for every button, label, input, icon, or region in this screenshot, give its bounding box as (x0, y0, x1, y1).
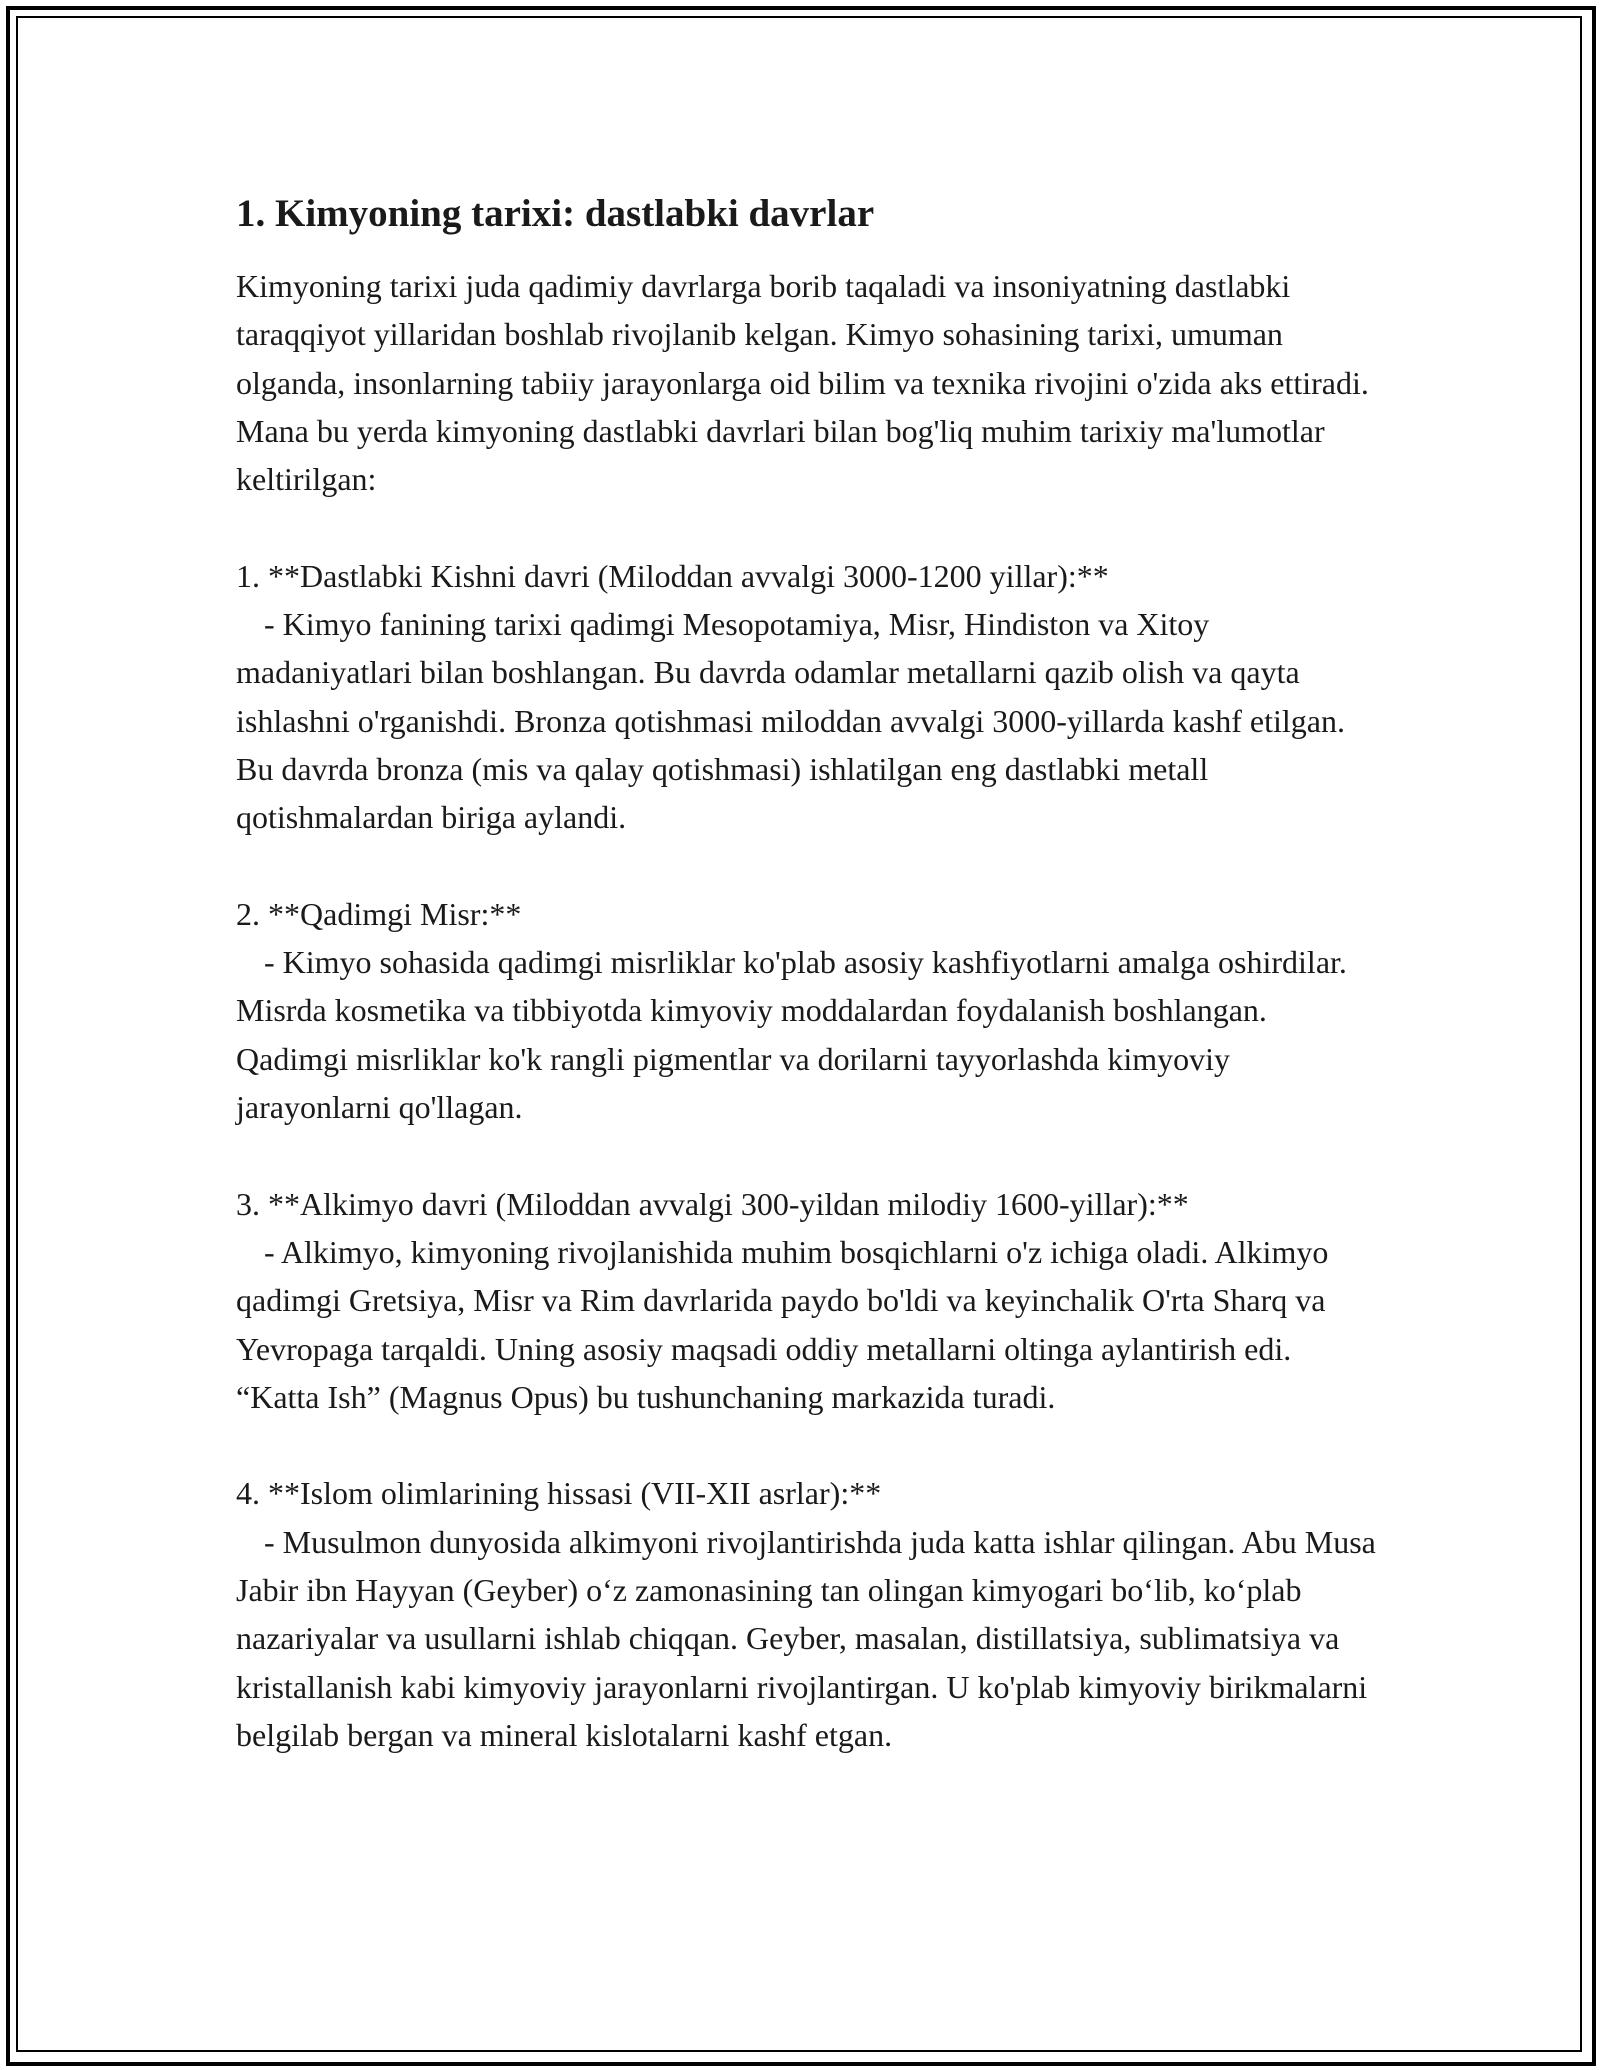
section-2 (236, 890, 1376, 1131)
intro-paragraph: Kimyoning tarixi juda qadimiy davrlarga borib taqaladi va insoniyatning dastlabki taraqqiyot yillaridan boshlab rivojlanib kelgan. Kimyo sohasining tarixi, umuman olganda, insonlarning tabiiy jarayonlarga oid bilim va texnika rivojini o'zida aks ettiradi. Mana bu yerda kimyoning dastlabki davrlari bilan bog'liq muhim tarixiy ma'lumotlar keltirilgan: (236, 268, 1369, 498)
section-title: 3. **Alkimyo davri (Miloddan avvalgi 300-yildan milodiy 1600-yillar):** (236, 1185, 1189, 1222)
section-body: - Kimyo sohasida qadimgi misrliklar ko'plab asosiy kashfiyotlarni amalga oshirdilar. Misrda kosmetika va tibbiyotda kimyoviy moddalardan foydalanish boshlangan. Qadimgi misrliklar ko'k rangli pigmentlar va dorilarni tayyorlashda kimyoviy jarayonlarni qo'llagan. (236, 944, 1347, 1126)
section-body: - Alkimyo, kimyoning rivojlanishida muhim bosqichlarni o'z ichiga oladi. Alkimyo qadimgi Gretsiya, Misr va Rim davrlarida paydo bo'ldi va keyinchalik O'rta Sharq va Yevropaga tarqaldi. Uning asosiy maqsadi oddiy metallarni oltinga aylantirish edi. “Katta Ish” (Magnus Opus) bu tushunchaning markazida turadi. (236, 1233, 1329, 1415)
section-1 (236, 552, 1376, 842)
section-title: 4. **Islom olimlarining hissasi (VII-XII asrlar):** (236, 1475, 882, 1512)
section-4 (236, 1469, 1376, 1759)
section-body: - Kimyo fanining tarixi qadimgi Mesopotamiya, Misr, Hindiston va Xitoy madaniyatlari bilan boshlangan. Bu davrda odamlar metallarni qazib olish va qayta ishlashni o'rganishdi. Bronza qotishmasi miloddan avvalgi 3000-yillarda kashf etilgan. Bu davrda bronza (mis va qalay qotishmasi) ishlatilgan eng dastlabki metall qotishmalardan biriga aylandi. (236, 606, 1345, 836)
document-body (236, 186, 1376, 1808)
section-3 (236, 1180, 1376, 1421)
section-title: 2. **Qadimgi Misr:** (236, 895, 522, 932)
section-body: - Musulmon dunyosida alkimyoni rivojlantirishda juda katta ishlar qilingan. Abu Musa Jabir ibn Hayyan (Geyber) o‘z zamonasining tan olingan kimyogari bo‘lib, ko‘plab nazariyalar va usullarni ishlab chiqqan. Geyber, masalan, distillatsiya, sublimatsiya va kristallanish kabi kimyoviy jarayonlarni rivojlantirgan. U ko'plab kimyoviy birikmalarni belgilab bergan va mineral kislotalarni kashf etgan. (236, 1523, 1376, 1753)
page-title: 1. Kimyoning tarixi: dastlabki davrlar (236, 192, 875, 235)
section-title: 1. **Dastlabki Kishni davri (Miloddan avvalgi 3000-1200 yillar):** (236, 557, 1109, 594)
